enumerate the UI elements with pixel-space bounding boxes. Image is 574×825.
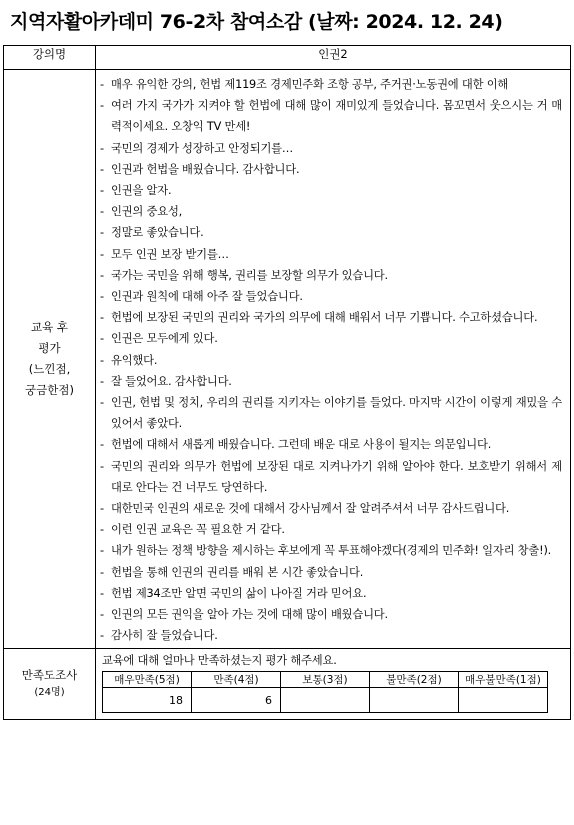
bullet-dash: - — [100, 332, 104, 346]
feedback-text: 인권, 헌법 및 정치, 우리의 권리를 지키자는 이야기를 들었다. 마지막 시간이 이렇게 재밌을 수 있어서 좋았다. — [111, 396, 562, 431]
feedback-item — [100, 456, 562, 498]
feedback-text: 정말로 좋았습니다. — [111, 226, 204, 240]
bullet-dash: - — [100, 311, 104, 325]
feedback-item — [100, 138, 562, 159]
satisfaction-values-row — [103, 688, 548, 713]
bullet-dash: - — [100, 247, 104, 261]
bullet-dash: - — [100, 459, 104, 473]
header-row — [4, 46, 571, 70]
rating-count: 18 — [103, 688, 192, 713]
bullet-dash: - — [100, 141, 104, 155]
feedback-item — [100, 583, 562, 604]
feedback-item — [100, 498, 562, 519]
rating-count — [370, 688, 459, 713]
feedback-item — [100, 371, 562, 392]
evaluation-label — [4, 70, 96, 649]
bullet-dash: - — [100, 184, 104, 198]
rating-column-header: 매우만족(5점) — [103, 672, 192, 688]
satisfaction-header-row — [103, 672, 548, 688]
rating-count — [281, 688, 370, 713]
satisfaction-label-cell — [4, 649, 96, 720]
feedback-text: 잘 들었어요. 감사합니다. — [111, 374, 232, 388]
bullet-dash: - — [100, 608, 104, 622]
feedback-item — [100, 328, 562, 349]
feedback-item — [100, 265, 562, 286]
bullet-dash: - — [100, 544, 104, 558]
feedback-item — [100, 95, 562, 137]
evaluation-row — [4, 70, 571, 649]
feedback-text: 인권의 모든 권익을 알아 가는 것에 대해 많이 배웠습니다. — [111, 608, 388, 622]
rating-column-header: 만족(4점) — [192, 672, 281, 688]
feedback-item — [100, 604, 562, 625]
satisfaction-label: 만족도조사 — [21, 668, 78, 683]
feedback-text: 헌법 제34조만 알면 국민의 삶이 나아질 거라 믿어요. — [111, 586, 367, 600]
satisfaction-question: 교육에 대해 얼마나 만족하셨는지 평가 해주세요. — [102, 654, 337, 668]
feedback-item — [100, 286, 562, 307]
feedback-text: 유익했다. — [111, 353, 158, 367]
rating-column-header: 매우불만족(1점) — [459, 672, 548, 688]
page-title: 지역자활아카데미 76-2차 참여소감 (날짜: 2024. 12. 24) — [10, 11, 503, 33]
evaluation-label-line: (느낀점, — [28, 362, 71, 377]
feedback-text: 헌법에 대해서 새롭게 배웠습니다. 그런데 배운 대로 사용이 될지는 의문입니다. — [111, 438, 492, 452]
feedback-item — [100, 307, 562, 328]
bullet-dash: - — [100, 438, 104, 452]
feedback-item — [100, 540, 562, 561]
bullet-dash: - — [100, 226, 104, 240]
feedback-list — [96, 70, 570, 648]
feedback-text: 인권은 모두에게 있다. — [111, 332, 218, 346]
feedback-item — [100, 625, 562, 646]
header-lecture-title: 인권2 — [96, 46, 571, 70]
bullet-dash: - — [100, 268, 104, 282]
feedback-text: 국민의 권리와 의무가 헌법에 보장된 대로 지켜나가기 위해 알아야 한다. 보호받기 위해서 제대로 안다는 건 너무도 당연하다. — [111, 459, 562, 494]
bullet-dash: - — [100, 290, 104, 304]
rating-count — [459, 688, 548, 713]
survey-table — [3, 45, 571, 720]
feedback-item — [100, 244, 562, 265]
bullet-dash: - — [100, 396, 104, 410]
satisfaction-row — [4, 649, 571, 720]
bullet-dash: - — [100, 353, 104, 367]
satisfaction-cell — [96, 649, 571, 720]
satisfaction-table — [102, 671, 548, 713]
feedback-cell — [96, 70, 571, 649]
feedback-text: 여러 가지 국가가 지켜야 할 헌법에 대해 많이 재미있게 들었습니다. 몸꼬면서 웃으시는 거 매력적이세요. 오창익 TV 만세! — [111, 99, 562, 134]
feedback-text: 감사히 잘 들었습니다. — [111, 629, 218, 643]
bullet-dash: - — [100, 162, 104, 176]
header-lecture-name: 강의명 — [4, 46, 96, 70]
feedback-item — [100, 434, 562, 455]
rating-column-header: 보통(3점) — [281, 672, 370, 688]
feedback-item — [100, 519, 562, 540]
feedback-text: 대한민국 인권의 새로운 것에 대해서 강사님께서 잘 알려주셔서 너무 감사드립니다. — [111, 502, 510, 516]
feedback-item — [100, 562, 562, 583]
feedback-text: 인권의 중요성, — [111, 205, 183, 219]
feedback-text: 국민의 경제가 성장하고 안정되기를… — [111, 141, 293, 155]
bullet-dash: - — [100, 78, 104, 91]
feedback-text: 매우 유익한 강의, 헌법 제119조 경제민주화 조항 공부, 주거권·노동권에 대한 이해 — [111, 78, 509, 91]
feedback-item — [100, 201, 562, 222]
feedback-text: 인권을 알자. — [111, 184, 172, 198]
feedback-item — [100, 222, 562, 243]
feedback-text: 내가 원하는 정책 방향을 제시하는 후보에게 꼭 투표해야겠다(경제의 민주화! 일자리 창출!). — [111, 544, 552, 558]
feedback-text: 헌법에 보장된 국민의 권리와 국가의 의무에 대해 배워서 너무 기쁩니다. 수고하셨습니다. — [111, 311, 538, 325]
feedback-text: 이런 인권 교육은 꼭 필요한 거 같다. — [111, 523, 285, 537]
feedback-text: 국가는 국민을 위해 행복, 권리를 보장할 의무가 있습니다. — [111, 268, 388, 282]
bullet-dash: - — [100, 205, 104, 219]
feedback-item — [100, 74, 562, 95]
respondent-count: (24명) — [34, 687, 65, 699]
rating-column-header: 불만족(2점) — [370, 672, 459, 688]
bullet-dash: - — [100, 565, 104, 579]
feedback-text: 헌법을 통해 인권의 권리를 배워 본 시간 좋았습니다. — [111, 565, 364, 579]
bullet-dash: - — [100, 502, 104, 516]
feedback-text: 모두 인권 보장 받기를… — [111, 247, 229, 261]
evaluation-label-line: 궁금한점) — [25, 383, 74, 398]
evaluation-label-line: 교육 후 — [31, 320, 68, 335]
feedback-item — [100, 350, 562, 371]
bullet-dash: - — [100, 99, 104, 113]
feedback-item — [100, 159, 562, 180]
feedback-item — [100, 180, 562, 201]
feedback-text: 인권과 원칙에 대해 아주 잘 들었습니다. — [111, 290, 303, 304]
bullet-dash: - — [100, 374, 104, 388]
feedback-item — [100, 392, 562, 434]
bullet-dash: - — [100, 523, 104, 537]
feedback-text: 인권과 헌법을 배웠습니다. 감사합니다. — [111, 162, 300, 176]
bullet-dash: - — [100, 629, 104, 643]
bullet-dash: - — [100, 586, 104, 600]
rating-count: 6 — [192, 688, 281, 713]
evaluation-label-line: 평가 — [38, 341, 61, 356]
